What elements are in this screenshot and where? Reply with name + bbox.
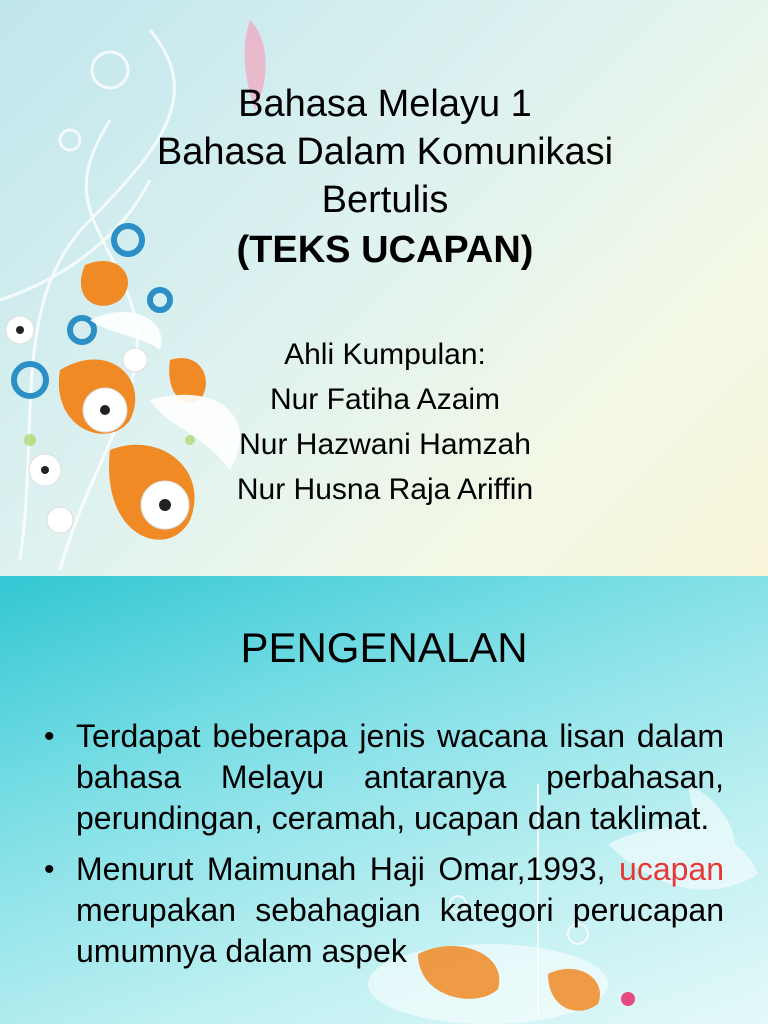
introduction-slide	[0, 576, 768, 1024]
bullet-suffix: merupakan sebahagian kategori perucapan umumnya dalam aspek	[76, 892, 724, 969]
subtitle: (TEKS UCAPAN)	[236, 229, 534, 271]
bullet-item	[40, 849, 724, 972]
title-line-3: Bertulis	[321, 179, 449, 221]
bullet-text	[76, 849, 724, 972]
member-name: Nur Hazwani Hamzah	[239, 428, 531, 461]
member-name: Nur Husna Raja Ariffin	[236, 473, 534, 506]
title-line-1: Bahasa Melayu 1	[238, 83, 532, 125]
group-members	[180, 332, 590, 512]
members-heading: Ahli Kumpulan:	[284, 338, 486, 371]
bullet-prefix: Menurut Maimunah Haji Omar,1993,	[76, 851, 606, 887]
highlighted-term: ucapan	[619, 851, 725, 887]
bullet-icon: •	[44, 720, 55, 753]
title-line-2: Bahasa Dalam Komunikasi	[156, 131, 614, 173]
bullet-text: Terdapat beberapa jenis wacana lisan dalam bahasa Melayu antaranya perbahasan, perundingan, ceramah, ucapan dan taklimat.	[76, 718, 724, 836]
member-name: Nur Fatiha Azaim	[269, 383, 501, 416]
section-heading: PENGENALAN	[240, 624, 528, 671]
bullet-icon: •	[44, 853, 55, 886]
title-block	[90, 80, 680, 274]
bullet-list	[40, 716, 724, 982]
bullet-item	[40, 716, 724, 839]
